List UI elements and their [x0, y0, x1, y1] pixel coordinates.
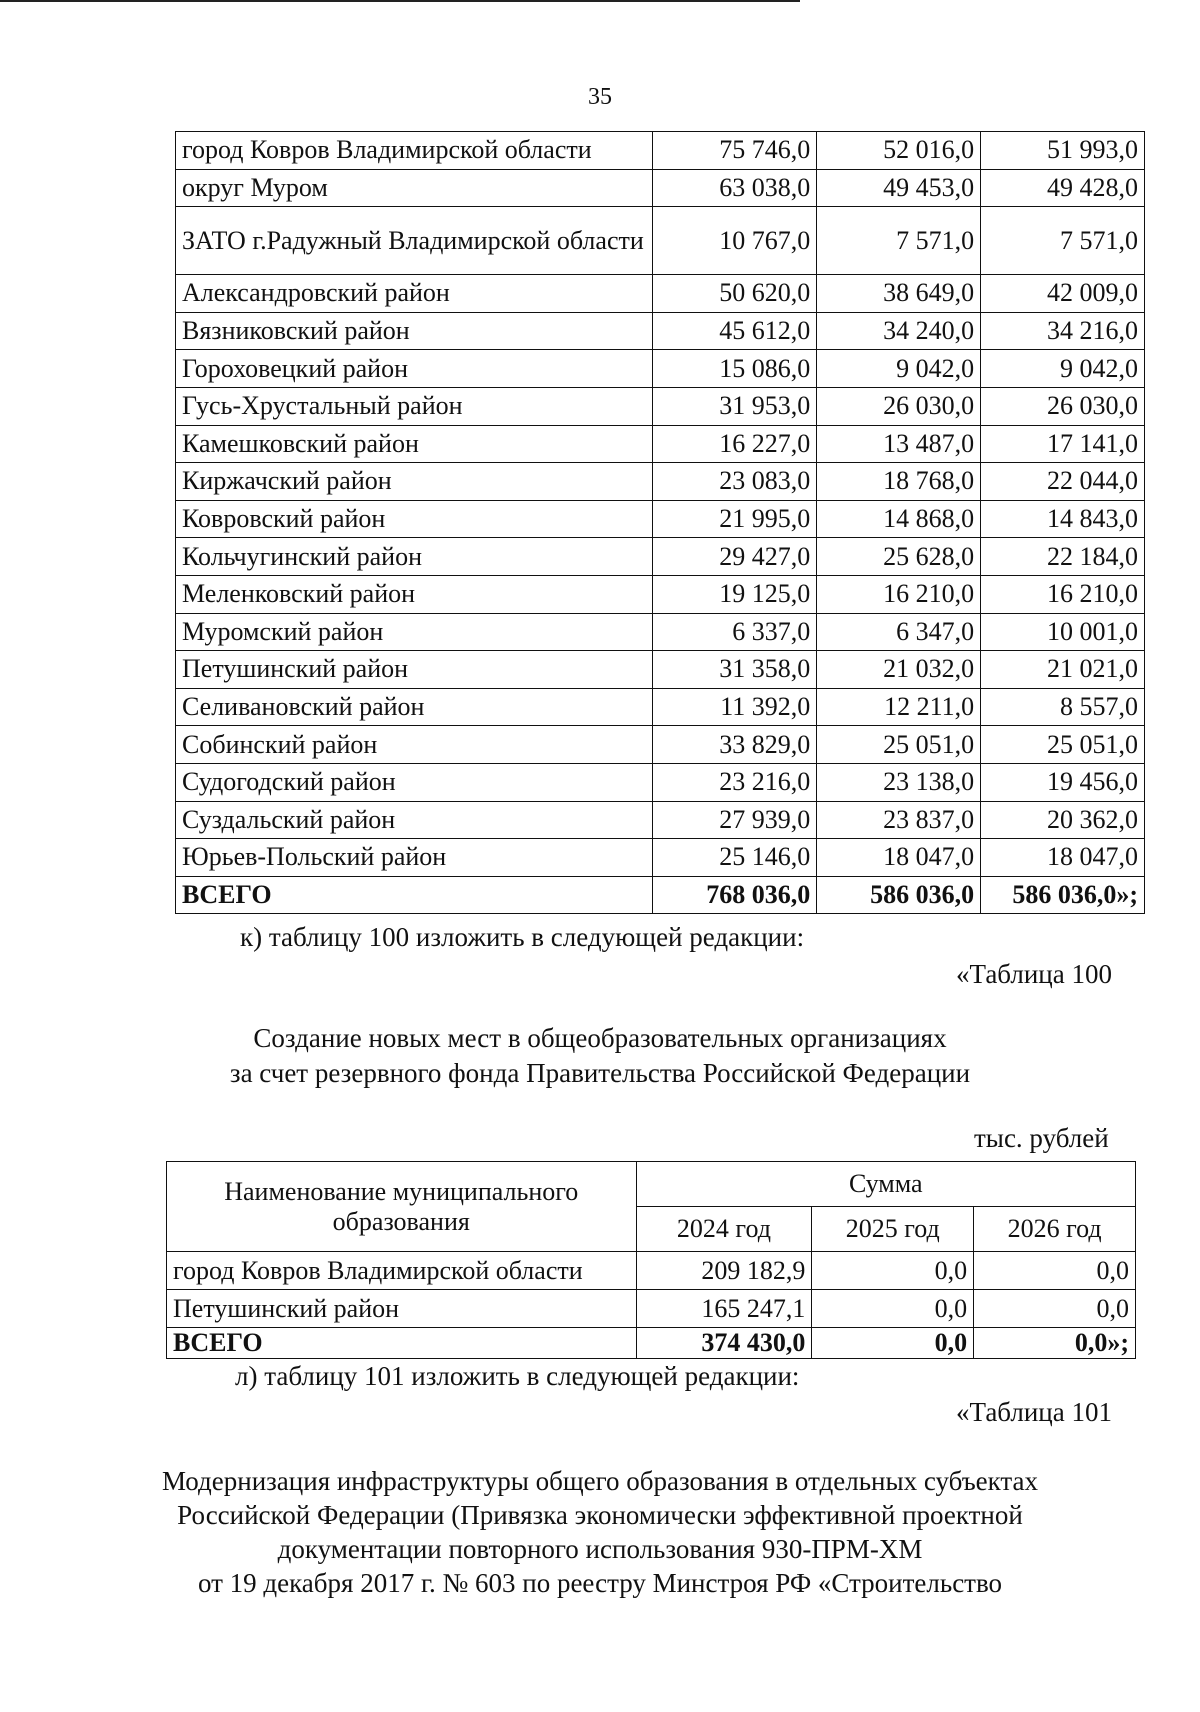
cell-v2025: 49 453,0 — [817, 169, 981, 207]
cell-v2024: 23 216,0 — [653, 763, 817, 801]
cell-v2025: 9 042,0 — [817, 350, 981, 388]
cell-v2025: 7 571,0 — [817, 207, 981, 275]
table-row — [176, 651, 1145, 689]
table-row — [176, 839, 1145, 877]
cell-name: Муромский район — [176, 613, 653, 651]
cell-v2026: 26 030,0 — [981, 387, 1145, 425]
table100-label: «Таблица 100 — [956, 959, 1112, 989]
table-row — [176, 688, 1145, 726]
cell-v2025: 38 649,0 — [817, 275, 981, 313]
cell-v2026: 0,0»; — [974, 1328, 1136, 1359]
cell-name: ВСЕГО — [176, 876, 653, 914]
cell-name: Киржачский район — [176, 463, 653, 501]
cell-name: город Ковров Владимирской области — [167, 1252, 637, 1290]
top-rule — [0, 0, 800, 2]
cell-name: Ковровский район — [176, 500, 653, 538]
cell-v2024: 209 182,9 — [636, 1252, 812, 1290]
cell-v2025: 12 211,0 — [817, 688, 981, 726]
header-year: 2025 год — [812, 1207, 974, 1252]
cell-name: Камешковский район — [176, 425, 653, 463]
cell-v2024: 45 612,0 — [653, 312, 817, 350]
table100-title — [0, 1021, 1200, 1091]
cell-name: ВСЕГО — [167, 1328, 637, 1359]
cell-v2024: 31 953,0 — [653, 387, 817, 425]
cell-v2025: 0,0 — [812, 1290, 974, 1328]
table-row — [176, 613, 1145, 651]
table-row — [176, 275, 1145, 313]
cell-v2024: 50 620,0 — [653, 275, 817, 313]
cell-v2024: 19 125,0 — [653, 575, 817, 613]
cell-name: Собинский район — [176, 726, 653, 764]
cell-v2025: 0,0 — [812, 1252, 974, 1290]
cell-v2025: 34 240,0 — [817, 312, 981, 350]
table101-title-line: документации повторного использования 930-ПРМ-ХМ — [277, 1534, 923, 1564]
cell-name: Кольчугинский район — [176, 538, 653, 576]
cell-v2024: 16 227,0 — [653, 425, 817, 463]
cell-v2026: 22 184,0 — [981, 538, 1145, 576]
cell-name: Меленковский район — [176, 575, 653, 613]
table100-body — [167, 1252, 1136, 1359]
table-row — [176, 132, 1145, 170]
cell-v2025: 23 138,0 — [817, 763, 981, 801]
cell-v2024: 6 337,0 — [653, 613, 817, 651]
cell-v2026: 9 042,0 — [981, 350, 1145, 388]
table-row — [176, 425, 1145, 463]
table-continued — [175, 131, 1145, 914]
cell-v2026: 25 051,0 — [981, 726, 1145, 764]
cell-name: Гусь-Хрустальный район — [176, 387, 653, 425]
cell-v2026: 21 021,0 — [981, 651, 1145, 689]
cell-v2025: 6 347,0 — [817, 613, 981, 651]
cell-v2025: 25 628,0 — [817, 538, 981, 576]
cell-name: ЗАТО г.Радужный Владимирской области — [176, 207, 653, 275]
cell-v2026: 7 571,0 — [981, 207, 1145, 275]
cell-v2024: 25 146,0 — [653, 839, 817, 877]
cell-v2026: 0,0 — [974, 1290, 1136, 1328]
cell-v2025: 52 016,0 — [817, 132, 981, 170]
table101-title-line: Модернизация инфраструктуры общего образования в отдельных субъектах — [161, 1466, 1039, 1496]
cell-v2025: 21 032,0 — [817, 651, 981, 689]
cell-v2025: 26 030,0 — [817, 387, 981, 425]
cell-v2026: 8 557,0 — [981, 688, 1145, 726]
total-row — [167, 1328, 1136, 1359]
table101-title-line: Российской Федерации (Привязка экономически эффективной проектной — [177, 1500, 1023, 1530]
cell-name: Александровский район — [176, 275, 653, 313]
table-continued-body — [176, 132, 1145, 914]
cell-v2025: 13 487,0 — [817, 425, 981, 463]
cell-v2024: 374 430,0 — [636, 1328, 812, 1359]
table-row — [167, 1252, 1136, 1290]
table100 — [166, 1161, 1136, 1359]
instruction-l: л) таблицу 101 изложить в следующей редакции: — [235, 1361, 800, 1391]
cell-name: Судогодский район — [176, 763, 653, 801]
cell-v2026: 18 047,0 — [981, 839, 1145, 877]
cell-name: Суздальский район — [176, 801, 653, 839]
table101-title — [0, 1464, 1200, 1600]
cell-v2024: 23 083,0 — [653, 463, 817, 501]
cell-v2024: 768 036,0 — [653, 876, 817, 914]
cell-v2024: 31 358,0 — [653, 651, 817, 689]
header-name: Наименование муниципального образования — [167, 1162, 637, 1252]
table-row — [176, 312, 1145, 350]
cell-v2026: 51 993,0 — [981, 132, 1145, 170]
cell-v2024: 165 247,1 — [636, 1290, 812, 1328]
cell-v2026: 22 044,0 — [981, 463, 1145, 501]
table-row — [176, 801, 1145, 839]
cell-name: город Ковров Владимирской области — [176, 132, 653, 170]
instruction-k: к) таблицу 100 изложить в следующей редакции: — [240, 922, 805, 952]
page-number: 35 — [588, 84, 612, 110]
cell-v2026: 20 362,0 — [981, 801, 1145, 839]
table-row — [176, 538, 1145, 576]
cell-v2024: 63 038,0 — [653, 169, 817, 207]
cell-v2024: 10 767,0 — [653, 207, 817, 275]
header-year: 2026 год — [974, 1207, 1136, 1252]
cell-v2026: 19 456,0 — [981, 763, 1145, 801]
cell-v2026: 42 009,0 — [981, 275, 1145, 313]
cell-v2026: 16 210,0 — [981, 575, 1145, 613]
table100-title-line: Создание новых мест в общеобразовательных организациях — [253, 1023, 947, 1053]
cell-name: Селивановский район — [176, 688, 653, 726]
table-row — [176, 350, 1145, 388]
table100-title-line: за счет резервного фонда Правительства Российской Федерации — [229, 1058, 971, 1088]
cell-v2024: 27 939,0 — [653, 801, 817, 839]
cell-v2024: 75 746,0 — [653, 132, 817, 170]
cell-name: Гороховецкий район — [176, 350, 653, 388]
cell-v2026: 34 216,0 — [981, 312, 1145, 350]
cell-v2024: 15 086,0 — [653, 350, 817, 388]
cell-v2026: 17 141,0 — [981, 425, 1145, 463]
header-year: 2024 год — [636, 1207, 812, 1252]
cell-v2024: 29 427,0 — [653, 538, 817, 576]
table-row — [176, 207, 1145, 275]
table101-title-line: от 19 декабря 2017 г. № 603 по реестру Минстроя РФ «Строительство — [197, 1568, 1003, 1598]
table-row — [176, 387, 1145, 425]
cell-v2026: 14 843,0 — [981, 500, 1145, 538]
cell-v2026: 0,0 — [974, 1252, 1136, 1290]
table-row — [176, 169, 1145, 207]
cell-v2026: 49 428,0 — [981, 169, 1145, 207]
cell-v2024: 33 829,0 — [653, 726, 817, 764]
cell-name: Вязниковский район — [176, 312, 653, 350]
cell-v2025: 16 210,0 — [817, 575, 981, 613]
cell-v2025: 25 051,0 — [817, 726, 981, 764]
cell-v2025: 18 768,0 — [817, 463, 981, 501]
table-row — [167, 1290, 1136, 1328]
cell-name: округ Муром — [176, 169, 653, 207]
total-row — [176, 876, 1145, 914]
cell-v2024: 11 392,0 — [653, 688, 817, 726]
cell-v2025: 586 036,0 — [817, 876, 981, 914]
table-row — [176, 463, 1145, 501]
table-row — [176, 575, 1145, 613]
table-row — [176, 726, 1145, 764]
table-row — [176, 763, 1145, 801]
cell-v2025: 14 868,0 — [817, 500, 981, 538]
cell-v2026: 10 001,0 — [981, 613, 1145, 651]
cell-v2024: 21 995,0 — [653, 500, 817, 538]
cell-name: Юрьев-Польский район — [176, 839, 653, 877]
table100-units: тыс. рублей — [974, 1123, 1109, 1153]
cell-name: Петушинский район — [167, 1290, 637, 1328]
table-row — [176, 500, 1145, 538]
table101-label: «Таблица 101 — [956, 1397, 1112, 1427]
cell-v2025: 23 837,0 — [817, 801, 981, 839]
header-sum: Сумма — [636, 1162, 1135, 1207]
cell-name: Петушинский район — [176, 651, 653, 689]
cell-v2026: 586 036,0»; — [981, 876, 1145, 914]
cell-v2025: 0,0 — [812, 1328, 974, 1359]
cell-v2025: 18 047,0 — [817, 839, 981, 877]
